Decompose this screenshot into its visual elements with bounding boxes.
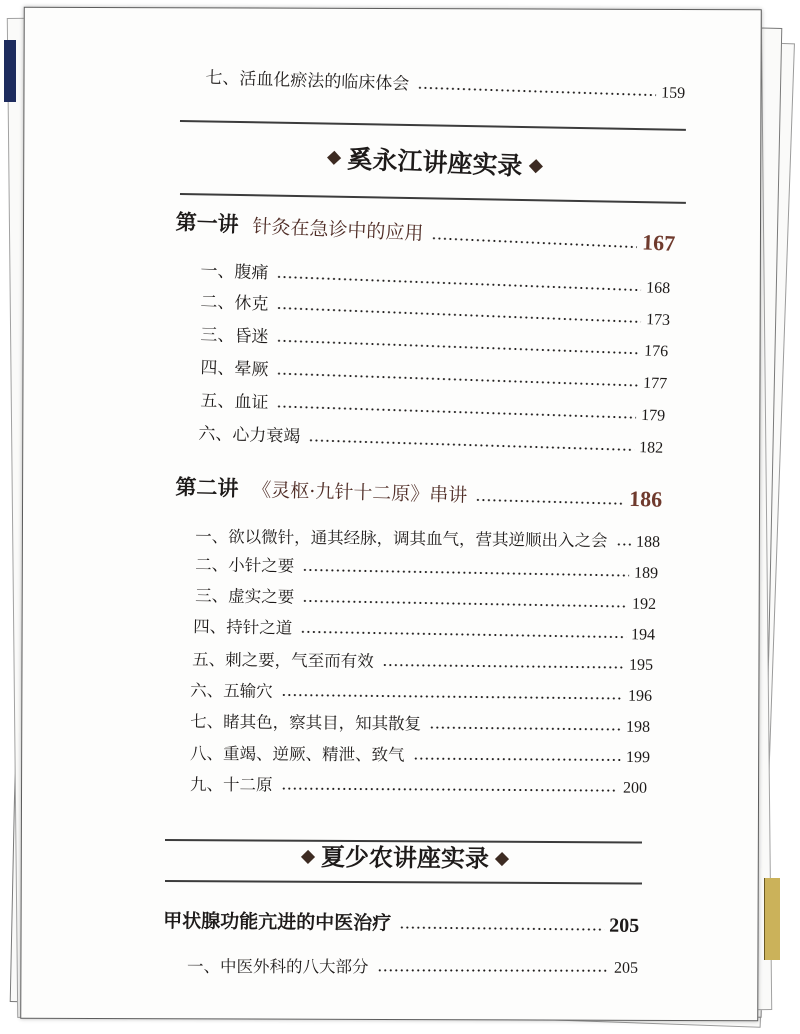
leader-dots	[413, 757, 622, 762]
toc-entry-page-number: 177	[642, 374, 668, 393]
toc-entry	[190, 742, 650, 769]
toc-entry-page-number: 200	[623, 779, 648, 797]
toc-entry-page-number: 168	[645, 279, 671, 298]
toc-entry-label: 五、刺之要，气至而有效	[192, 650, 374, 671]
lecture-number: 第二讲	[175, 475, 239, 501]
toc-entry	[190, 710, 650, 739]
toc-entry-label: 五、血证	[200, 391, 269, 414]
section-header	[290, 841, 520, 875]
leader-dots	[308, 438, 634, 452]
toc-entry-page-number: 182	[638, 439, 664, 457]
toc-entry	[190, 773, 647, 800]
toc-entry	[200, 389, 666, 428]
toc-entry-page-number: 196	[628, 687, 653, 705]
lecture-entry	[175, 472, 663, 515]
leader-dots	[302, 568, 629, 578]
diamond-icon	[528, 159, 542, 173]
leader-dots	[377, 968, 610, 972]
toc-entry-label: 二、小针之要	[195, 555, 295, 576]
toc-entry-label: 一、中医外科的八大部分	[187, 957, 369, 977]
toc-entry-label: 一、欲以微针，通其经脉，调其血气，营其逆顺出入之会	[195, 527, 608, 551]
leader-dots	[399, 925, 604, 931]
toc-entry-page-number: 176	[643, 342, 669, 361]
leader-dots	[475, 498, 624, 506]
toc-entry-label: 六、心力衰竭	[198, 424, 301, 448]
toc-entry	[205, 66, 686, 105]
toc-entry	[195, 584, 656, 616]
leader-dots	[281, 693, 624, 701]
toc-entry-label: 八、重竭、逆厥、精泄、致气	[190, 744, 405, 765]
leader-dots	[276, 306, 641, 324]
toc-entry	[192, 648, 653, 677]
lecture-title: 甲状腺功能亢进的中医治疗	[163, 910, 392, 935]
lecture-title: 《灵枢·九针十二原》串讲	[252, 479, 468, 507]
toc-entry-page-number: 205	[614, 959, 639, 977]
toc-entry-page-number: 159	[660, 84, 686, 103]
lecture-page-number: 205	[609, 914, 640, 937]
toc-entry-page-number: 188	[636, 533, 661, 551]
toc-entry-page-number: 192	[631, 595, 657, 614]
leader-dots	[429, 726, 621, 732]
lecture-entry	[175, 207, 676, 259]
toc-entry	[198, 422, 664, 460]
toc-entry-label: 二、休克	[200, 292, 269, 315]
lecture-number: 第一讲	[175, 210, 240, 237]
section-rule	[180, 193, 686, 204]
leader-dots	[382, 663, 625, 670]
toc-entry-label: 六、五输穴	[190, 681, 273, 701]
toc-entry-label: 七、睹其色，察其目，知其散复	[190, 712, 422, 734]
toc-entry-label: 七、活血化瘀法的临床体会	[205, 68, 410, 95]
lecture-page-number: 186	[628, 485, 663, 512]
lecture-entry	[163, 906, 639, 941]
leader-dots	[417, 86, 656, 98]
section-title: 奚永江讲座实录	[346, 143, 524, 181]
toc-entry-label: 四、持针之道	[193, 617, 293, 638]
leader-dots	[300, 630, 626, 639]
toc-entry	[195, 525, 660, 554]
toc-entry-page-number: 198	[626, 718, 651, 736]
leader-dots	[616, 542, 632, 546]
toc-entry-label: 三、虚实之要	[195, 586, 295, 607]
leader-dots	[302, 599, 627, 609]
section-rule	[180, 120, 686, 131]
leader-dots	[431, 236, 637, 249]
diamond-icon	[495, 852, 509, 866]
toc-entry-page-number: 199	[626, 749, 651, 767]
leader-dots	[276, 372, 638, 388]
diamond-icon	[328, 151, 342, 165]
leader-dots	[276, 275, 641, 292]
toc-entry-label: 四、晕厥	[200, 358, 269, 381]
toc-entry-page-number: 173	[645, 311, 671, 330]
toc-entry-label: 一、腹痛	[200, 261, 269, 284]
leader-dots	[276, 404, 636, 419]
toc-entry	[195, 553, 658, 585]
lecture-page-number: 167	[641, 229, 676, 256]
leader-dots	[276, 339, 639, 356]
toc-entry-page-number: 179	[640, 406, 666, 425]
toc-entry	[200, 356, 668, 395]
toc-entry-page-number: 195	[629, 656, 654, 674]
toc-entry-label: 九、十二原	[190, 775, 273, 795]
diamond-icon	[301, 850, 315, 864]
toc-entry	[193, 615, 655, 647]
lecture-title: 针灸在急诊中的应用	[252, 215, 424, 245]
toc-entry	[190, 679, 652, 708]
section-title: 夏少农讲座实录	[320, 843, 490, 873]
toc-entry-page-number: 194	[630, 626, 656, 644]
leader-dots	[281, 787, 619, 793]
toc-entry-label: 三、昏迷	[200, 325, 269, 348]
section-rule	[165, 880, 642, 884]
toc-entry	[187, 955, 638, 980]
section-header	[318, 140, 551, 184]
toc-entry-page-number: 189	[633, 564, 659, 583]
